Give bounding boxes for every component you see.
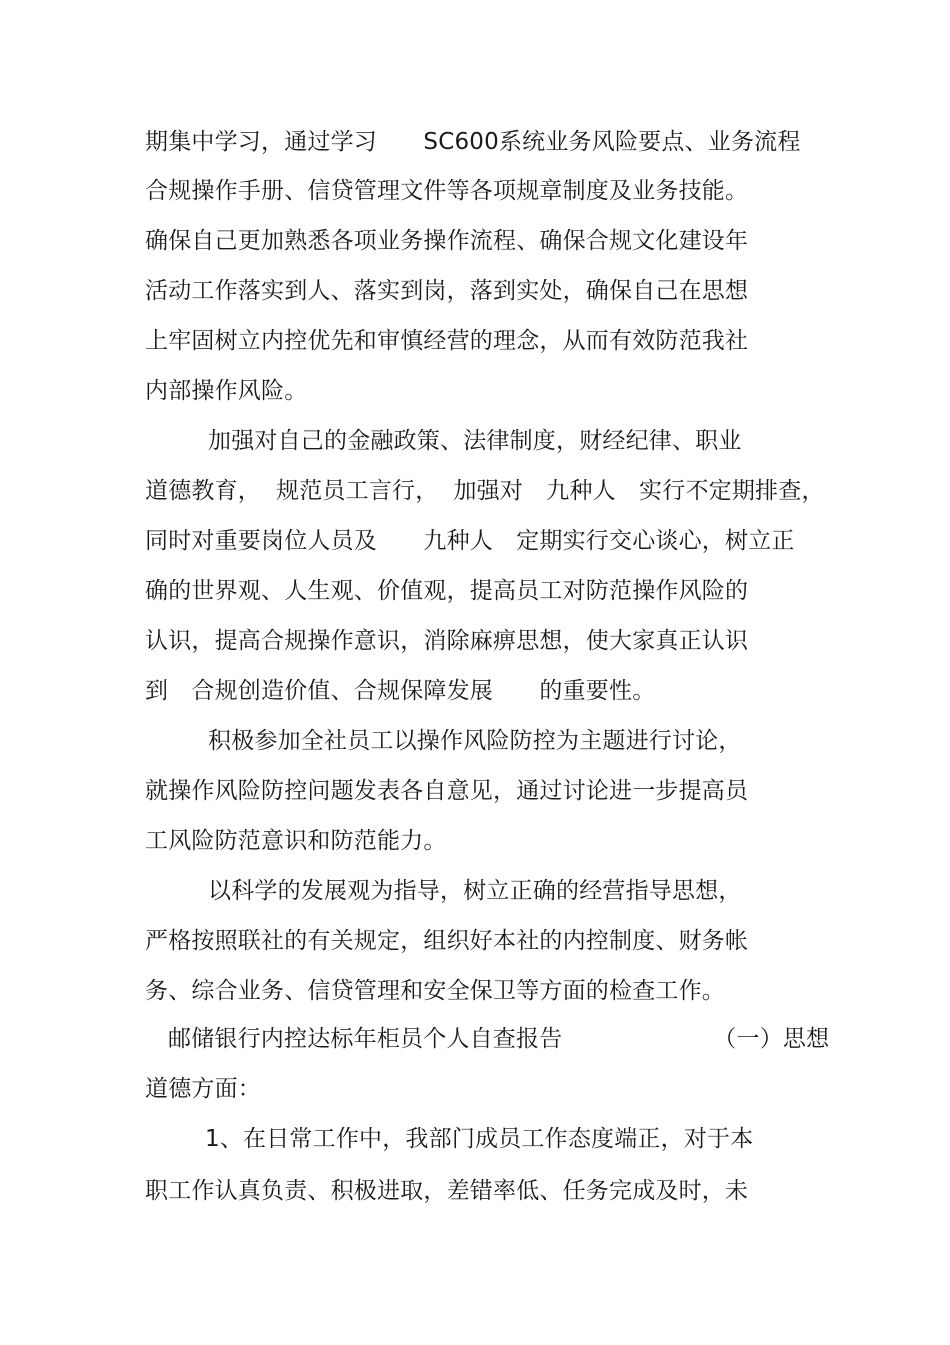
text-line: 严格按照联社的有关规定，组织好本社的内控制度、财务帐	[145, 928, 749, 954]
text-line: 1、在日常工作中，我部门成员工作态度端正，对于本	[205, 1126, 754, 1152]
text-line: 务、综合业务、信贷管理和安全保卫等方面的检查工作。	[145, 978, 725, 1004]
text-line: 积极参加全社员工以操作风险防控为主题进行讨论，	[208, 728, 742, 754]
text-line: 以科学的发展观为指导，树立正确的经营指导思想，	[208, 878, 742, 904]
text-line: 认识，提高合规操作意识，消除麻痹思想，使大家真正认识	[145, 628, 749, 654]
text-line: 内部操作风险。	[145, 378, 308, 404]
text-line: 加强对自己的金融政策、法律制度，财经纪律、职业	[208, 428, 742, 454]
text-line: 活动工作落实到人、落实到岗，落到实处，确保自己在思想	[145, 278, 749, 304]
text-line: 到 合规创造价值、合规保障发展 的重要性。	[145, 678, 656, 704]
text-line: 工风险防范意识和防范能力。	[145, 828, 447, 854]
text-line: 确保自己更加熟悉各项业务操作流程、确保合规文化建设年	[145, 228, 749, 254]
text-line: 合规操作手册、信贷管理文件等各项规章制度及业务技能。	[145, 178, 749, 204]
text-line: 期集中学习，通过学习 SC600系统业务风险要点、业务流程	[145, 129, 801, 155]
text-line: 上牢固树立内控优先和审慎经营的理念，从而有效防范我社	[145, 328, 749, 354]
text-line: 道德方面：	[145, 1076, 261, 1102]
text-line: 职工作认真负责、积极进取，差错率低、任务完成及时，未	[145, 1178, 749, 1204]
text-line: 同时对重要岗位人员及 九种人 定期实行交心谈心，树立正	[145, 528, 795, 554]
text-line: 就操作风险防控问题发表各自意见，通过讨论进一步提高员	[145, 778, 749, 804]
text-line: 道德教育， 规范员工言行， 加强对 九种人 实行不定期排查，	[145, 478, 825, 504]
section-heading: 邮储银行内控达标年柜员个人自查报告 （一）思想	[168, 1026, 830, 1052]
text-line: 确的世界观、人生观、价值观，提高员工对防范操作风险的	[145, 578, 749, 604]
